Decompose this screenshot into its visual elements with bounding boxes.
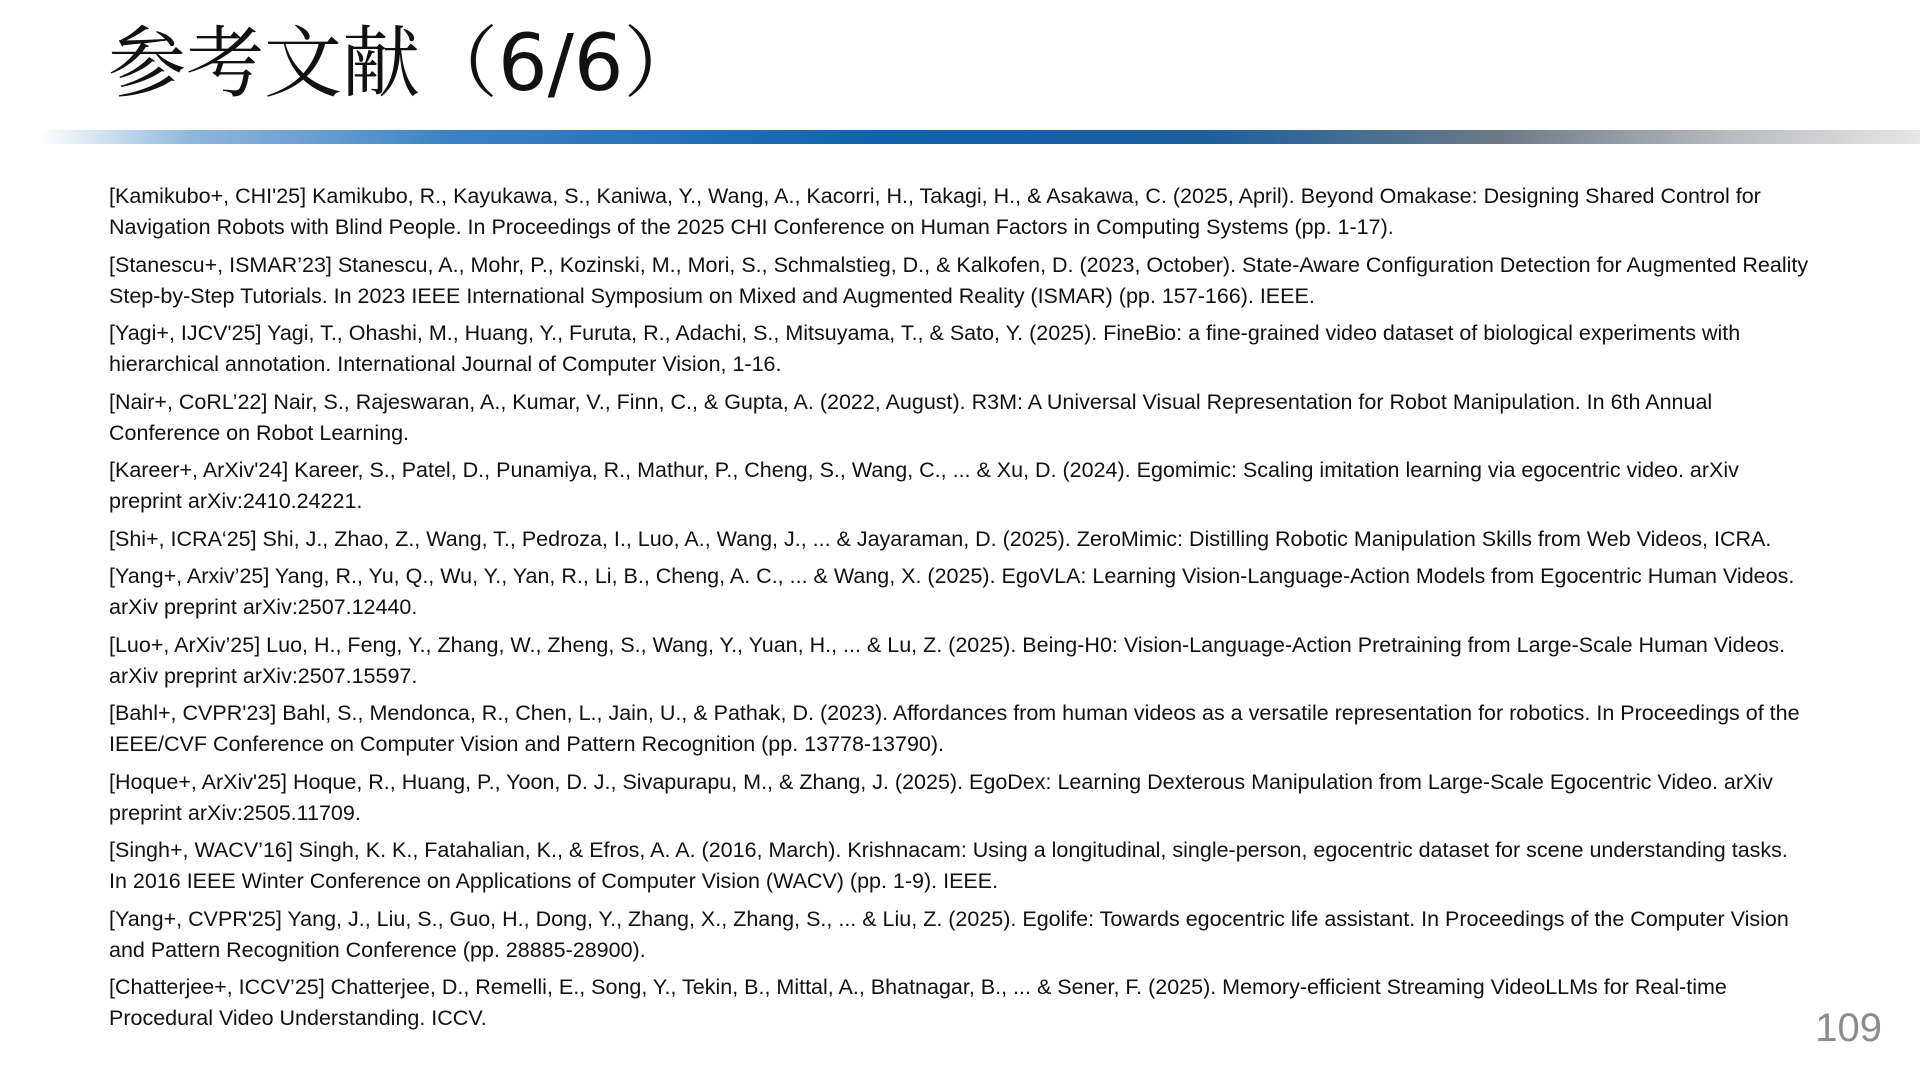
reference-item: [Hoque+, ArXiv'25] Hoque, R., Huang, P., Yoon, D. J., Sivapurapu, M., & Zhang, J. (2025). EgoDex: Learning Dexterous Manipulation from Large-Scale Egocentric Video. arXiv preprint arXiv:2505.11709. <box>109 769 1773 825</box>
reference-item: [Chatterjee+, ICCV’25] Chatterjee, D., Remelli, E., Song, Y., Tekin, B., Mittal, A., Bhatnagar, B., ... & Sener, F. (2025). Memory-efficient Streaming VideoLLMs for Real-time Procedural Video Understanding. ICCV. <box>109 975 1727 1030</box>
reference-item: [Nair+, CoRL’22] Nair, S., Rajeswaran, A., Kumar, V., Finn, C., & Gupta, A. (2022, August). R3M: A Universal Visual Representation for Robot Manipulation. In 6th Annual Conference on Robot Learning. <box>109 389 1713 445</box>
reference-item: [Kamikubo+, CHI'25] Kamikubo, R., Kayukawa, S., Kaniwa, Y., Wang, A., Kacorri, H., Takagi, H., & Asakawa, C. (2025, April). Beyond Omakase: Designing Shared Control for Navigation Robots with Blind People. In Proceedings of the 2025 CHI Conference on Human Factors in Computing Systems (pp. 1-17). <box>109 184 1761 239</box>
reference-item: [Stanescu+, ISMAR’23] Stanescu, A., Mohr, P., Kozinski, M., Mori, S., Schmalstieg, D., & Kalkofen, D. (2023, October). State-Aware Configuration Detection for Augmented Reality Step-by-Step Tutorials. In 2023 IEEE International Symposium on Mixed and Augmented Reality (ISMAR) (pp. 157-166). IEEE. <box>109 252 1809 308</box>
slide-title: 参考文献（6/6） <box>108 19 702 109</box>
reference-item: [Yang+, Arxiv’25] Yang, R., Yu, Q., Wu, Y., Yan, R., Li, B., Cheng, A. C., ... & Wang, X. (2025). EgoVLA: Learning Vision-Language-Action Models from Egocentric Human Videos. arXiv preprint arXiv:2507.12440. <box>109 564 1795 619</box>
reference-item: [Bahl+, CVPR'23] Bahl, S., Mendonca, R., Chen, L., Jain, U., & Pathak, D. (2023). Affordances from human videos as a versatile representation for robotics. In Proceedings of the IEEE/CVF Conference on Computer Vision and Pattern Recognition (pp. 13778-13790). <box>109 701 1800 756</box>
reference-item: [Luo+, ArXiv’25] Luo, H., Feng, Y., Zhang, W., Zheng, S., Wang, Y., Yuan, H., ... & Lu, Z. (2025). Being-H0: Vision-Language-Action Pretraining from Large-Scale Human Videos. arXiv preprint arXiv:2507.15597. <box>109 632 1786 688</box>
reference-item: [Singh+, WACV’16] Singh, K. K., Fatahalian, K., & Efros, A. A. (2016, March). Krishnacam: Using a longitudinal, single-person, egocentric dataset for scene understanding tasks. In 2016 IEEE Winter Conference on Applications of Computer Vision (WACV) (pp. 1-9). IEEE. <box>109 838 1788 893</box>
reference-item: [Yang+, CVPR'25] Yang, J., Liu, S., Guo, H., Dong, Y., Zhang, X., Zhang, S., ... & Liu, Z. (2025). Egolife: Towards egocentric life assistant. In Proceedings of the Computer Vision and Pattern Recognition Conference (pp. 28885-28900). <box>109 906 1789 962</box>
reference-list <box>109 181 1809 1041</box>
reference-item: [Yagi+, IJCV'25] Yagi, T., Ohashi, M., Huang, Y., Furuta, R., Adachi, S., Mitsuyama, T., & Sato, Y. (2025). FineBio: a fine-grained video dataset of biological experiments with hierarchical annotation. International Journal of Computer Vision, 1-16. <box>109 321 1741 376</box>
reference-item: [Shi+, ICRA‘25] Shi, J., Zhao, Z., Wang, T., Pedroza, I., Luo, A., Wang, J., ... & Jayaraman, D. (2025). ZeroMimic: Distilling Robotic Manipulation Skills from Web Videos, ICRA. <box>109 526 1772 551</box>
page-number: 109 <box>1815 1006 1882 1050</box>
reference-item: [Kareer+, ArXiv'24] Kareer, S., Patel, D., Punamiya, R., Mathur, P., Cheng, S., Wang, C., ... & Xu, D. (2024). Egomimic: Scaling imitation learning via egocentric video. arXiv preprint arXiv:2410.24221. <box>109 458 1739 513</box>
title-divider-bar <box>40 130 1920 144</box>
